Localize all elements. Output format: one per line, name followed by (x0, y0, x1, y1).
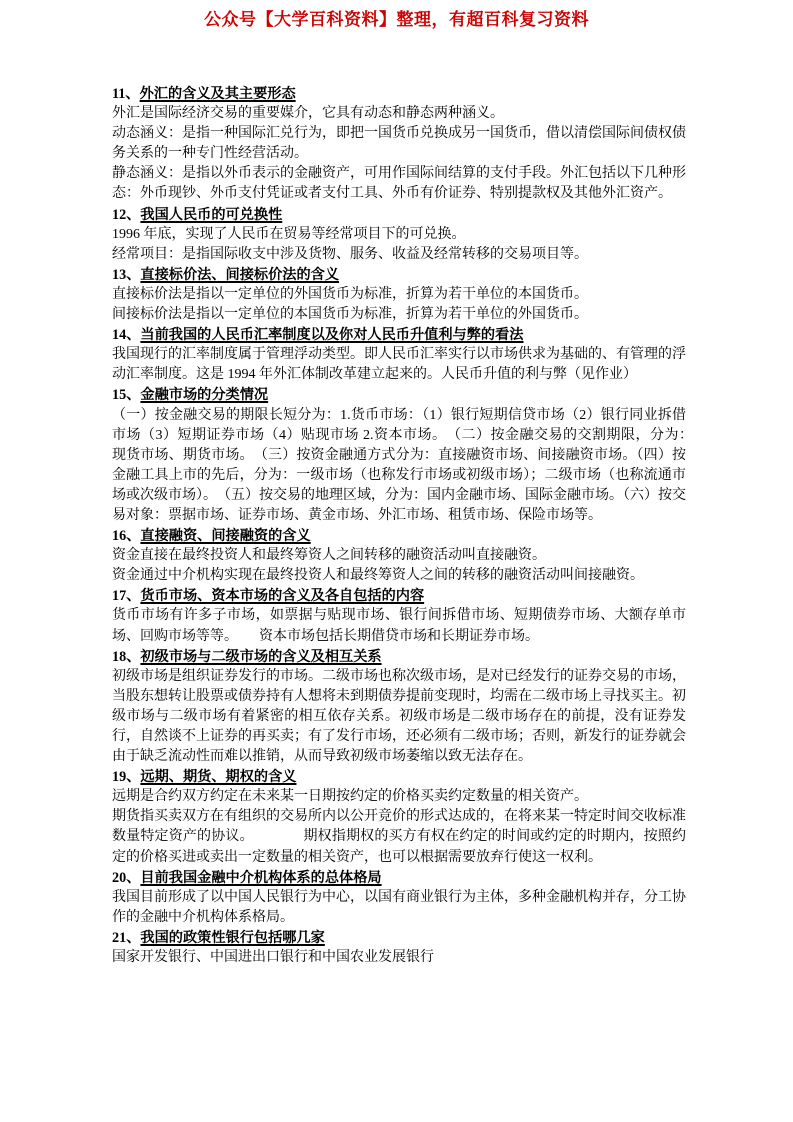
section-number: 13、 (112, 266, 141, 283)
document-body (112, 84, 700, 968)
section-heading (112, 767, 686, 787)
section-number: 14、 (112, 327, 141, 344)
section-heading (112, 385, 686, 405)
section-title: 直接融资、间接融资的含义 (140, 528, 311, 545)
section-heading (112, 205, 686, 225)
section-heading (112, 526, 686, 546)
section-heading (112, 868, 686, 888)
section-heading (112, 325, 686, 345)
section-title: 货币市场、资本市场的含义及各自包括的内容 (140, 588, 425, 605)
section-title: 我国的政策性银行包括哪几家 (140, 929, 325, 946)
qa-section (112, 265, 686, 325)
section-paragraph: 国家开发银行、中国进出口银行和中国农业发展银行 (112, 950, 434, 966)
section-title: 当前我国的人民币汇率制度以及你对人民币升值利与弊的看法 (140, 327, 524, 344)
section-number: 16、 (112, 528, 141, 545)
section-number: 12、 (112, 206, 141, 223)
qa-section (112, 586, 686, 646)
qa-section (112, 205, 686, 265)
section-number: 11、 (112, 86, 140, 102)
qa-section (112, 325, 686, 385)
section-number: 18、 (112, 648, 141, 665)
section-number: 20、 (112, 869, 141, 886)
section-heading (112, 586, 686, 606)
section-paragraph: 我国目前形成了以中国人民银行为中心，以国有商业银行为主体，多种金融机构并存，分工协作的金融中介机构体系格局。 (112, 889, 686, 925)
qa-section (112, 767, 686, 867)
qa-section (112, 84, 686, 205)
qa-section (112, 526, 686, 586)
section-paragraph: 经常项目：是指国际收支中涉及货物、服务、收益及经常转移的交易项目等。 (112, 246, 588, 262)
section-number: 19、 (112, 769, 141, 786)
section-paragraph: 货币市场有许多子市场，如票据与贴现市场、银行间拆借市场、短期债券市场、大额存单市场、回购市场等等。 资本市场包括长期借贷市场和长期证券市场。 (112, 608, 686, 644)
qa-section (112, 868, 686, 928)
section-title: 远期、期货、期权的含义 (140, 769, 297, 786)
section-paragraph: 间接标价法是指以一定单位的本国货币为标准，折算为若干单位的外国货币。 (112, 307, 588, 323)
section-paragraph: 资金直接在最终投资人和最终筹资人之间转移的融资活动叫直接融资。 (112, 548, 546, 564)
section-paragraph: 1996 年底，实现了人民币在贸易等经常项目下的可兑换。 (112, 226, 466, 242)
section-paragraph: 初级市场是组织证券发行的市场。二级市场也称次级市场，是对已经发行的证券交易的市场，当股东想转让股票或债券持有人想将未到期债券提前变现时，均需在二级市场上寻找买主。初级市场与二级市场有着紧密的相互依存关系。初级市场是二级市场存在的前提，没有证券发行，自然谈不上证券的再买卖；有了发行市场，还必须有二级市场；否则，新发行的证券就会由于缺乏流动性而难以推销，从而导致初级市场萎缩以致无法存在。 (112, 668, 686, 765)
section-title: 直接标价法、间接标价法的含义 (140, 266, 340, 283)
qa-section (112, 928, 686, 968)
section-paragraph: 我国现行的汇率制度属于管理浮动类型。即人民币汇率实行以市场供求为基础的、有管理的浮动汇率制度。这是 1994 年外汇体制改革建立起来的。人民币升值的利与弊（见作业） (112, 347, 686, 383)
section-title: 金融市场的分类情况 (140, 387, 269, 404)
section-heading (112, 928, 686, 948)
section-number: 21、 (112, 929, 141, 946)
section-paragraph: （一）按金融交易的期限长短分为：1.货币市场：（1）银行短期信贷市场（2）银行同业拆借市场（3）短期证券市场（4）贴现市场 2.资本市场。 （二）按金融交易的交割期限，分为： 现货市场、期货市场。 （三）按资金融通方式分为：直接融资市场、间接融资市场。（四）按金融工具上市的先后，分为：一级市场（也称发行市场或初级市场）；二级市场（也称流通市场或次级市场）。 （五）按交易的地理区域，分为：国内金融市场、国际金融市场。（六）按交易对象：票据市场、证券市场、黄金市场、外汇市场、租赁市场、保险市场等。 (112, 407, 700, 523)
section-title: 目前我国金融中介机构体系的总体格局 (140, 869, 382, 886)
section-heading (112, 265, 686, 285)
page-header-text: 公众号【大学百科资料】整理，有超百科复习资料 (204, 10, 589, 29)
section-number: 15、 (112, 387, 141, 404)
qa-section (112, 647, 686, 768)
section-paragraph: 资金通过中介机构实现在最终投资人和最终筹资人之间的转移的融资活动叫间接融资。 (112, 568, 644, 584)
section-heading (112, 647, 686, 667)
section-paragraph: 期货指买卖双方在有组织的交易所内以公开竞价的形式达成的，在将来某一特定时间交收标准数量特定资产的协议。 期权指期权的买方有权在约定的时间或约定的时期内，按照约定的价格买进或卖出一定数量的相关资产，也可以根据需要放弃行使这一权利。 (112, 809, 686, 865)
section-paragraph: 静态涵义：是指以外币表示的金融资产，可用作国际间结算的支付手段。外汇包括以下几种形态：外币现钞、外币支付凭证或者支付工具、外币有价证券、特别提款权及其他外汇资产。 (112, 166, 686, 202)
section-paragraph: 动态涵义：是指一种国际汇兑行为，即把一国货币兑换成另一国货币，借以清偿国际间债权债务关系的一种专门性经营活动。 (112, 126, 686, 162)
qa-section (112, 385, 700, 526)
section-heading (112, 84, 686, 104)
section-title: 我国人民币的可兑换性 (140, 206, 283, 223)
section-paragraph: 直接标价法是指以一定单位的外国货币为标准，折算为若干单位的本国货币。 (112, 286, 588, 302)
section-paragraph: 外汇是国际经济交易的重要媒介，它具有动态和静态两种涵义。 (112, 106, 504, 122)
section-title: 初级市场与二级市场的含义及相互关系 (140, 648, 382, 665)
section-paragraph: 远期是合约双方约定在未来某一日期按约定的价格买卖约定数量的相关资产。 (112, 789, 588, 805)
section-title: 外汇的含义及其主要形态 (139, 86, 296, 102)
section-number: 17、 (112, 588, 141, 605)
